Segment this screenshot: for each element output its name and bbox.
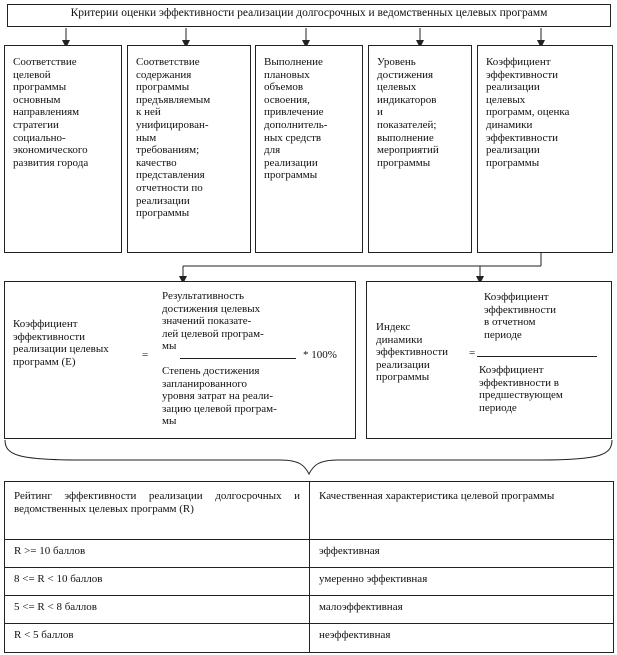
formula-left-denominator: Степень достижения запланированного уровня затрат на реали- зацию целевой програм- мы [162,365,277,428]
curly-brace [5,440,612,474]
table-cell-characteristic: малоэффективная [310,596,614,624]
table-cell-characteristic: эффективная [310,540,614,568]
table-row [5,596,614,624]
table-cell-characteristic: неэффективная [310,624,614,653]
table-row [5,568,614,596]
formula-right-fraction-bar [477,356,597,357]
table-cell-characteristic: умеренно эффективная [310,568,614,596]
table-cell-range: R < 5 баллов [5,624,310,653]
formula-right-equals: = [469,347,476,359]
table-row [5,540,614,568]
formula-left-multiplier: * 100% [303,349,337,361]
criterion-text-4: Уровень достижения целевых индикаторов и показателей; выполнение мероприятий программы [377,56,439,169]
formula-right-label: Индекс динамики эффективности реализации программы [376,321,449,384]
efficiency-dynamics-index-formula [366,281,612,439]
rating-table [4,481,614,653]
criterion-box-5 [477,45,613,253]
formula-left-equals: = [142,349,149,361]
criterion-box-2 [127,45,251,253]
criteria-title: Критерии оценки эффективности реализации долгосрочных и ведомственных целевых программ [7,4,611,27]
criterion-box-3 [255,45,363,253]
formula-left-label: Коэффициент эффективности реализации целевых программ (Е) [13,318,109,368]
table-cell-range: 8 <= R < 10 баллов [5,568,310,596]
table-header-characteristic: Качественная характеристика целевой программы [310,482,614,540]
criterion-text-1: Соответствие целевой программы основным направлениям стратегии социально- экономического развития города [13,56,89,169]
criterion-text-5: Коэффициент эффективности реализации целевых программ, оценка динамики эффективности реализации программы [486,56,570,169]
efficiency-coefficient-formula [4,281,356,439]
formula-right-numerator: Коэффициент эффективности в отчетном периоде [484,291,557,341]
formula-left-fraction-bar [180,358,296,359]
table-header-rating: Рейтинг эффективности реализации долгосрочных и ведомственных целевых программ (R) [5,482,310,540]
criterion-text-3: Выполнение плановых объемов освоения, привлечение дополнитель- ных средств для реализации программы [264,56,328,182]
table-row [5,624,614,653]
criterion-box-4 [368,45,472,253]
criterion-box-1 [4,45,122,253]
table-header-row [5,482,614,540]
table-cell-range: 5 <= R < 8 баллов [5,596,310,624]
formula-right-denominator: Коэффициент эффективности в предшествующем периоде [479,364,563,414]
formula-left-numerator: Результативность достижения целевых значений показате- лей целевой програм- мы [162,290,264,353]
table-cell-range: R >= 10 баллов [5,540,310,568]
criterion-text-2: Соответствие содержания программы предъявляемым к ней унифицирован- ным требованиям; качество представления отчетности по реализации программы [136,56,211,220]
